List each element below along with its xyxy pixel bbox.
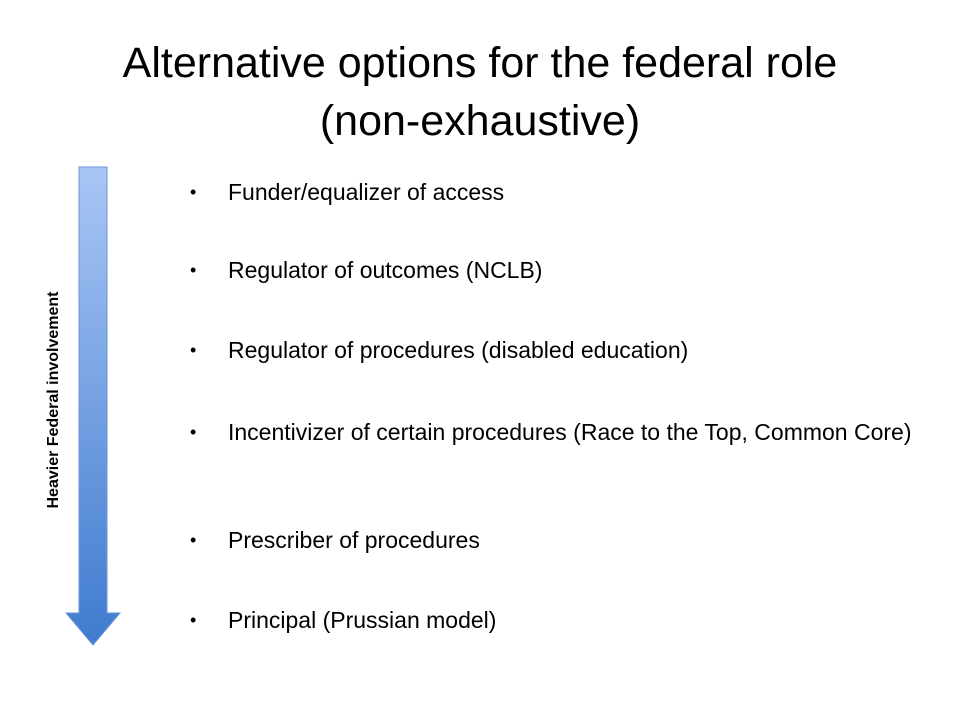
slide-title xyxy=(40,34,920,150)
slide-title-line-1: Alternative options for the federal role xyxy=(122,39,838,87)
bullet-dot-icon: • xyxy=(190,610,197,630)
bullet-text: Funder/equalizer of access xyxy=(228,179,505,205)
federal-involvement-label: Heavier Federal involvement xyxy=(45,291,62,509)
bullet-item-regulator-outcomes xyxy=(190,256,920,284)
slide-title-line-2: (non-exhaustive) xyxy=(319,97,641,145)
bullet-dot-icon: • xyxy=(190,422,197,442)
bullet-text: Regulator of procedures (disabled education) xyxy=(228,337,689,363)
down-arrow-icon xyxy=(64,165,122,650)
bullet-text: Prescriber of procedures xyxy=(228,527,480,553)
bullet-dot-icon: • xyxy=(190,530,197,550)
bullet-text: Incentivizer of certain procedures (Race to the Top, Common Core) xyxy=(228,419,912,445)
bullet-dot-icon: • xyxy=(190,182,197,202)
bullet-item-prescriber xyxy=(190,526,920,554)
bullet-item-regulator-procedures xyxy=(190,336,920,364)
bullet-dot-icon: • xyxy=(190,260,197,280)
bullet-item-principal xyxy=(190,606,920,634)
bullet-dot-icon: • xyxy=(190,340,197,360)
bullet-item-funder xyxy=(190,178,920,206)
bullet-text: Regulator of outcomes (NCLB) xyxy=(228,257,543,283)
bullet-text: Principal (Prussian model) xyxy=(228,607,497,633)
bullet-item-incentivizer xyxy=(190,418,920,446)
